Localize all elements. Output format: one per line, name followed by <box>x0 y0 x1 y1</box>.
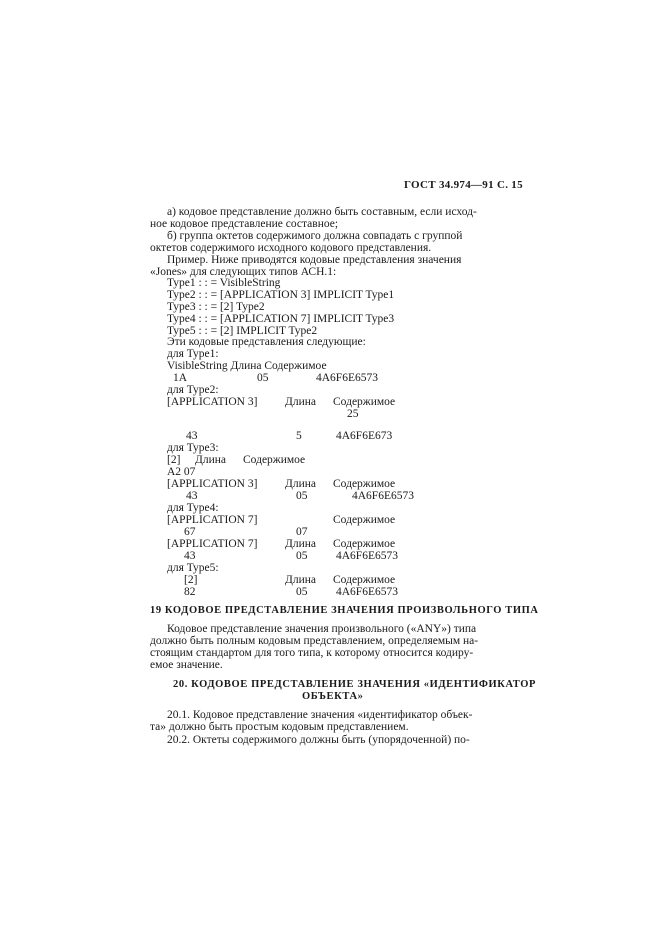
code-tag: [APPLICATION 7] <box>167 514 258 526</box>
group-label: для Type1: <box>167 348 219 360</box>
asn-type-line: Type5 : : = [2] IMPLICIT Type2 <box>167 325 318 337</box>
code-tag: [APPLICATION 3] <box>167 478 258 490</box>
code-value: 4A6F6E6573 <box>352 490 414 502</box>
asn-type-line: Type1 : : = VisibleString <box>167 277 281 289</box>
section-heading-20: 20. КОДОВОЕ ПРЕДСТАВЛЕНИЕ ЗНАЧЕНИЯ «ИДЕНТИФИКАТОР <box>173 679 537 690</box>
code-value: 05 <box>296 550 308 562</box>
text-line: та» должно быть простым кодовым представлением. <box>150 721 409 733</box>
code-value: 43 <box>186 490 198 502</box>
text-line: 20.2. Октеты содержимого должны быть (упорядоченной) по- <box>167 734 470 746</box>
column-header: Длина <box>285 478 316 490</box>
code-tag: [APPLICATION 7] <box>167 538 258 550</box>
code-value: 25 <box>347 408 359 420</box>
text-line: Эти кодовые представления следующие: <box>167 336 366 348</box>
column-headers: VisibleString Длина Содержимое <box>167 360 327 372</box>
code-value: 05 <box>257 372 269 384</box>
text-line: емое значение. <box>150 659 223 671</box>
group-label: для Type4: <box>167 502 219 514</box>
column-header: Длина <box>285 538 316 550</box>
text-line: Кодовое представление значения произвольного («ANY») типа <box>167 623 477 635</box>
column-header: Содержимое <box>333 478 396 490</box>
asn-type-line: Type4 : : = [APPLICATION 7] IMPLICIT Type3 <box>167 313 395 325</box>
code-value: 43 <box>186 430 198 442</box>
code-value: 82 <box>184 586 196 598</box>
column-header: Содержимое <box>333 396 396 408</box>
code-value: 67 <box>184 526 196 538</box>
page-header: ГОСТ 34.974—91 С. 15 <box>404 179 523 191</box>
code-tag: [APPLICATION 3] <box>167 396 258 408</box>
column-header: Длина <box>285 396 316 408</box>
section-heading-19: 19 КОДОВОЕ ПРЕДСТАВЛЕНИЕ ЗНАЧЕНИЯ ПРОИЗВОЛЬНОГО ТИПА <box>150 605 539 616</box>
group-label: для Type5: <box>167 562 219 574</box>
column-header: Содержимое <box>243 454 306 466</box>
text-line: должно быть полным кодовым представлением, определяемым на- <box>150 635 479 647</box>
column-header: Содержимое <box>333 538 396 550</box>
column-header: Содержимое <box>333 574 396 586</box>
section-heading-20-cont: ОБЪЕКТА» <box>302 691 364 702</box>
column-header: Содержимое <box>333 514 396 526</box>
code-value: 4A6F6E6573 <box>316 372 378 384</box>
code-value: 05 <box>296 586 308 598</box>
column-header: Длина <box>285 574 316 586</box>
code-value: 07 <box>296 526 308 538</box>
code-value: 4A6F6E6573 <box>336 550 398 562</box>
text-line: стоящим стандартом для того типа, к которому относится кодиру- <box>150 647 474 659</box>
text-line: октетов содержимого исходного кодового представления. <box>150 242 432 254</box>
code-value: 05 <box>296 490 308 502</box>
code-value: 4A6F6E6573 <box>336 586 398 598</box>
code-value: 4A6F6E673 <box>336 430 393 442</box>
text-line: Пример. Ниже приводятся кодовые представления значения <box>167 254 462 266</box>
code-value: 1A <box>173 372 188 384</box>
code-tag: [2] <box>167 454 181 466</box>
text-line: а) кодовое представление должно быть составным, если исход- <box>167 206 477 218</box>
code-value: A2 07 <box>167 466 196 478</box>
text-line: 20.1. Кодовое представление значения «идентификатор объек- <box>167 709 473 721</box>
code-value: 43 <box>184 550 196 562</box>
asn-type-line: Type3 : : = [2] Type2 <box>167 301 265 313</box>
asn-type-line: Type2 : : = [APPLICATION 3] IMPLICIT Type1 <box>167 289 395 301</box>
group-label: для Type2: <box>167 384 219 396</box>
group-label: для Type3: <box>167 442 219 454</box>
column-header: Длина <box>195 454 226 466</box>
text-line: «Jones» для следующих типов АСН.1: <box>150 266 337 278</box>
text-line: б) группа октетов содержимого должна совпадать с группой <box>167 230 463 242</box>
code-tag: [2] <box>184 574 198 586</box>
text-line: ное кодовое представление составное; <box>150 218 339 230</box>
code-value: 5 <box>296 430 302 442</box>
